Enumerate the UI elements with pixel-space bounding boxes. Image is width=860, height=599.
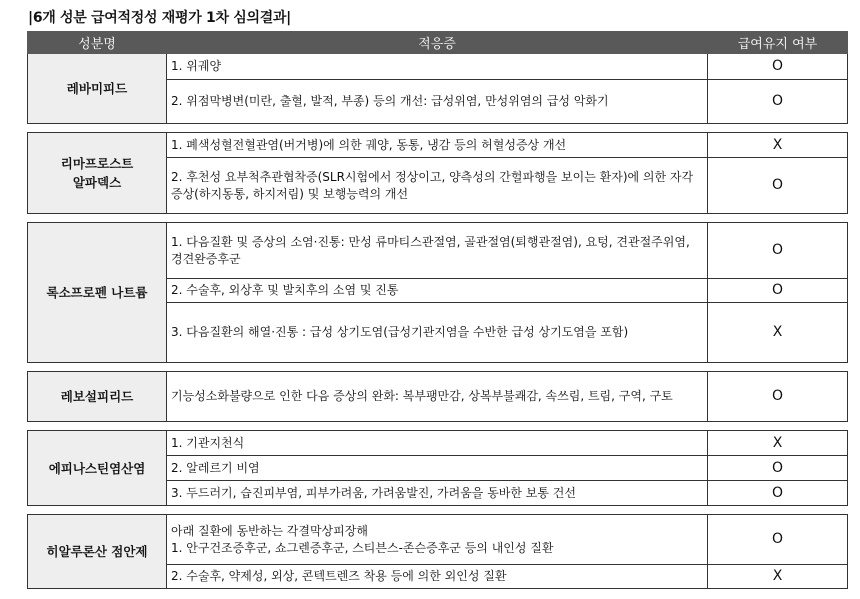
page-title: |6개 성분 급여적정성 재평가 1차 심의결과| <box>28 10 291 26</box>
table-row <box>28 54 848 80</box>
group-spacer <box>28 363 848 372</box>
coverage-mark: O <box>708 223 848 279</box>
coverage-mark: X <box>708 133 848 158</box>
table-header-row <box>28 32 848 54</box>
ingredient-name: 레보설피리드 <box>28 372 167 422</box>
group-spacer <box>28 214 848 223</box>
group-spacer <box>28 124 848 133</box>
coverage-mark: O <box>708 54 848 80</box>
table-row <box>28 223 848 279</box>
indication-cell: 2. 위점막병변(미란, 출혈, 발적, 부종) 등의 개선: 급성위염, 만성위염의 급성 악화기 <box>167 80 708 124</box>
table-row <box>28 431 848 456</box>
header-indication: 적응증 <box>167 32 708 54</box>
group-spacer <box>28 506 848 515</box>
coverage-mark: O <box>708 456 848 481</box>
indication-cell: 기능성소화불량으로 인한 다음 증상의 완화: 복부팽만감, 상복부불쾌감, 속쓰림, 트림, 구역, 구토 <box>167 372 708 422</box>
spacer-cell <box>28 506 848 515</box>
ingredient-name: 히알루론산 점안제 <box>28 515 167 589</box>
table-row <box>28 372 848 422</box>
group-spacer <box>28 422 848 431</box>
indication-cell: 3. 다음질환의 해열·진통 : 급성 상기도염(급성기관지염을 수반한 급성 상기도염을 포함) <box>167 303 708 363</box>
table-row <box>28 133 848 158</box>
indication-cell: 1. 폐색성혈전혈관염(버거병)에 의한 궤양, 동통, 냉감 등의 허혈성증상 개선 <box>167 133 708 158</box>
header-coverage: 급여유지 여부 <box>708 32 848 54</box>
indication-cell: 1. 위궤양 <box>167 54 708 80</box>
indication-cell: 2. 수술후, 약제성, 외상, 콘텍트렌즈 착용 등에 의한 외인성 질환 <box>167 565 708 589</box>
evaluation-table <box>27 31 848 589</box>
coverage-mark: O <box>708 515 848 565</box>
ingredient-name: 레바미피드 <box>28 54 167 124</box>
coverage-mark: X <box>708 431 848 456</box>
indication-cell: 1. 다음질환 및 증상의 소염·진통: 만성 류마티스관절염, 골관절염(퇴행관절염), 요텅, 견관절주위염, 경견완증후군 <box>167 223 708 279</box>
coverage-mark: X <box>708 303 848 363</box>
indication-cell: 아래 질환에 동반하는 각결막상피장해 1. 안구건조증후군, 쇼그렌증후군, 스티븐스-존슨증후군 등의 내인성 질환 <box>167 515 708 565</box>
coverage-mark: O <box>708 372 848 422</box>
coverage-mark: O <box>708 481 848 506</box>
indication-cell: 2. 알레르기 비염 <box>167 456 708 481</box>
coverage-mark: O <box>708 279 848 303</box>
coverage-mark: O <box>708 158 848 214</box>
table-row <box>28 515 848 565</box>
indication-cell: 2. 수술후, 외상후 및 발치후의 소염 및 진통 <box>167 279 708 303</box>
indication-cell: 2. 후천성 요부척추관협착증(SLR시험에서 정상이고, 양측성의 간헐파행을 보이는 환자)에 의한 자각증상(하지동통, 하지저림) 및 보행능력의 개선 <box>167 158 708 214</box>
ingredient-name: 리마프로스트 알파덱스 <box>28 133 167 214</box>
spacer-cell <box>28 363 848 372</box>
ingredient-name: 에피나스틴염산염 <box>28 431 167 506</box>
spacer-cell <box>28 214 848 223</box>
spacer-cell <box>28 124 848 133</box>
indication-cell: 3. 두드러기, 습진피부염, 피부가려움, 가려움발진, 가려움을 동바한 보통 건선 <box>167 481 708 506</box>
header-ingredient: 성분명 <box>28 32 167 54</box>
ingredient-name: 록소프로펜 나트륨 <box>28 223 167 363</box>
coverage-mark: X <box>708 565 848 589</box>
indication-cell: 1. 기관지천식 <box>167 431 708 456</box>
coverage-mark: O <box>708 80 848 124</box>
spacer-cell <box>28 422 848 431</box>
